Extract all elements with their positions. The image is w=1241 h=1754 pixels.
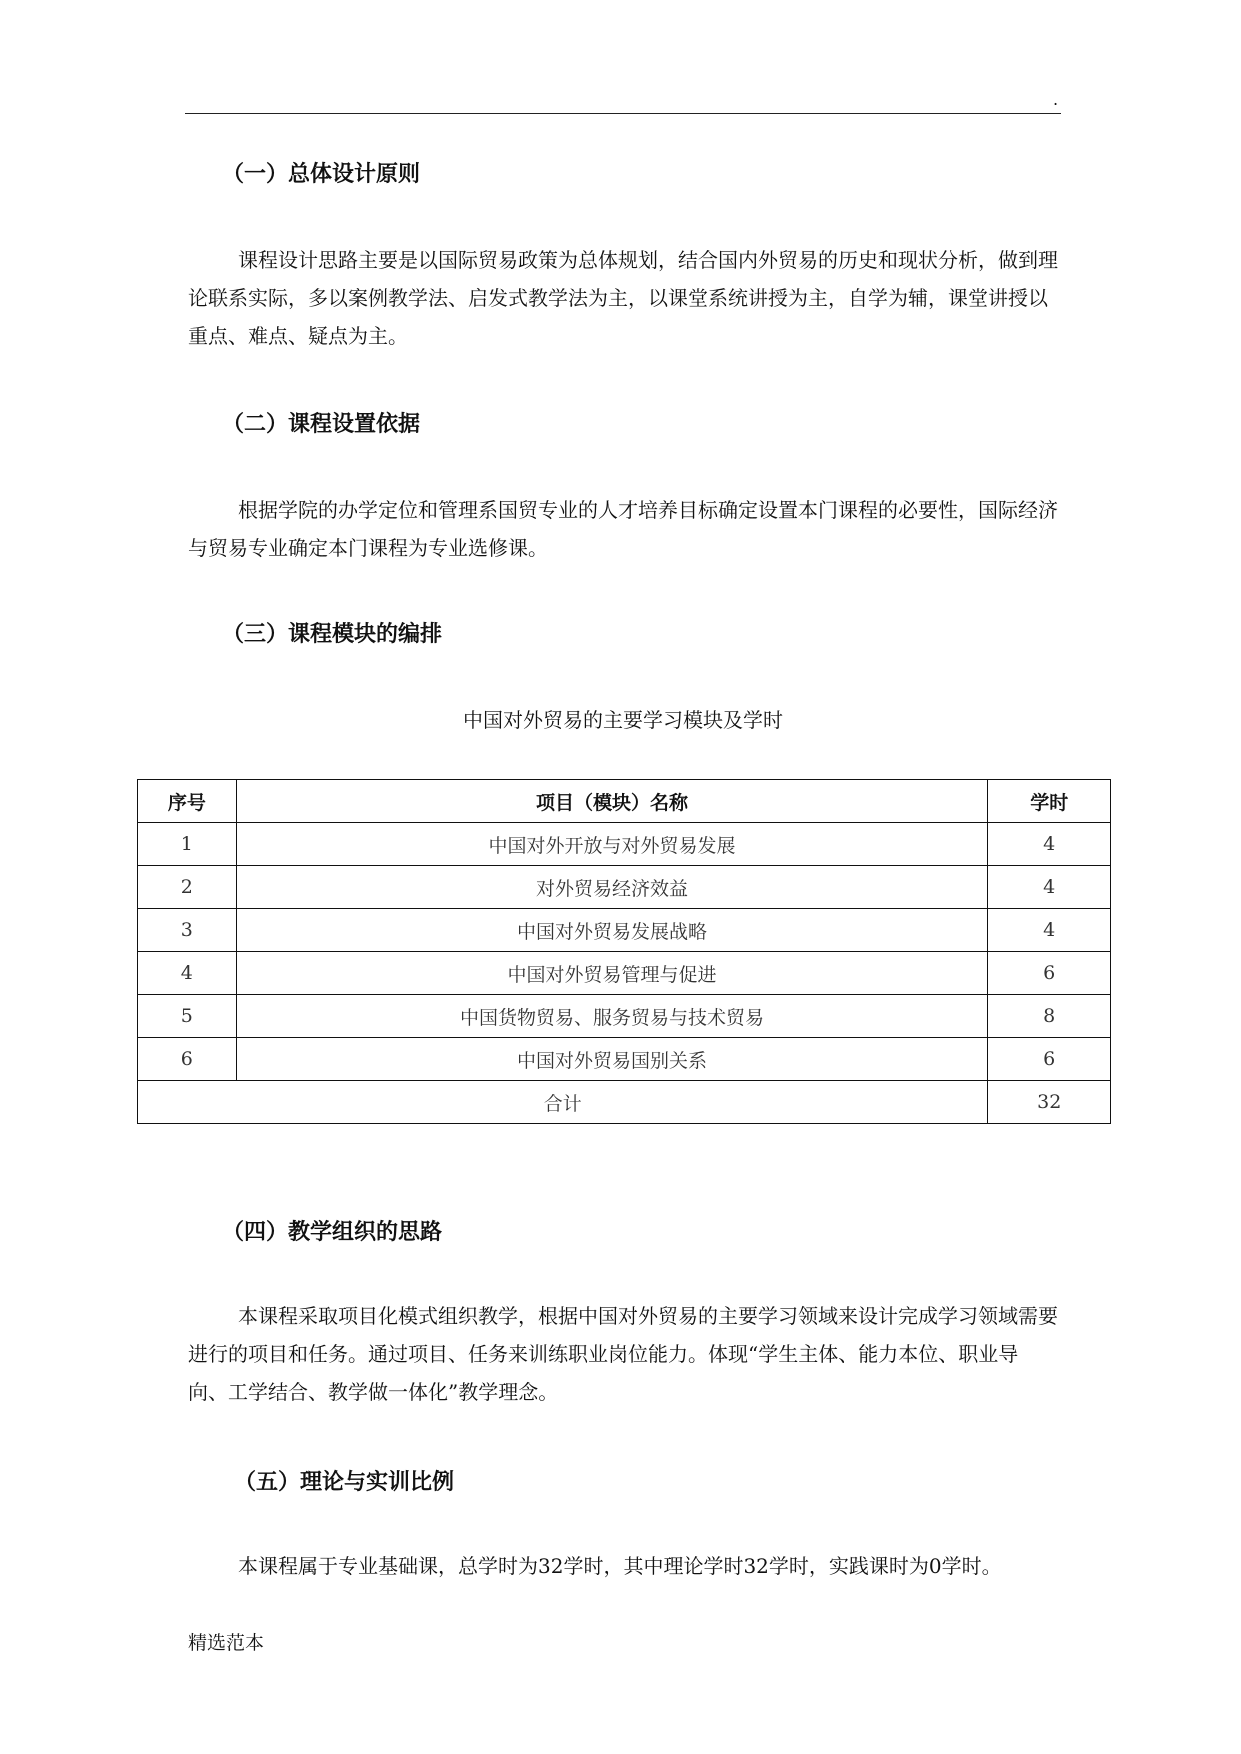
table-caption: 中国对外贸易的主要学习模块及学时 [463,708,783,732]
section-1-heading: （一）总体设计原则 [222,162,421,187]
row-module-name: 中国货物贸易、服务贸易与技术贸易 [236,995,988,1038]
header-hours: 学时 [988,780,1111,823]
row-index: 5 [138,995,237,1038]
table-total-row [138,1081,1111,1124]
table-header-row [138,780,1111,823]
header-mark: . [1053,90,1059,109]
row-index: 2 [138,866,237,909]
table-row [138,823,1111,866]
row-hours: 6 [988,1038,1111,1081]
table-row [138,1038,1111,1081]
row-hours: 8 [988,995,1111,1038]
row-index: 6 [138,1038,237,1081]
section-5-paragraph: 本课程属于专业基础课，总学时为32学时，其中理论学时32学时，实践课时为0学时。 [238,1554,1002,1578]
footer-text: 精选范本 [188,1632,265,1654]
section-3-heading: （三）课程模块的编排 [222,622,443,647]
row-module-name: 中国对外开放与对外贸易发展 [236,823,988,866]
table-row [138,866,1111,909]
total-hours: 32 [988,1081,1111,1124]
section-2-paragraph: 根据学院的办学定位和管理系国贸专业的人才培养目标确定设置本门课程的必要性，国际经济与贸易专业确定本门课程为专业选修课。 [188,498,1058,560]
row-hours: 4 [988,823,1111,866]
section-2-heading: （二）课程设置依据 [222,412,421,437]
table-row [138,952,1111,995]
section-5-heading: （五）理论与实训比例 [234,1470,455,1495]
total-label: 合计 [138,1081,988,1124]
header-index: 序号 [138,780,237,823]
row-hours: 4 [988,866,1111,909]
header-module-name: 项目（模块）名称 [236,780,988,823]
section-4-heading: （四）教学组织的思路 [222,1220,443,1245]
row-hours: 4 [988,909,1111,952]
module-table [137,779,1111,1124]
table-row [138,995,1111,1038]
row-index: 3 [138,909,237,952]
row-index: 1 [138,823,237,866]
row-module-name: 中国对外贸易国别关系 [236,1038,988,1081]
row-index: 4 [138,952,237,995]
section-1-paragraph: 课程设计思路主要是以国际贸易政策为总体规划，结合国内外贸易的历史和现状分析，做到理论联系实际，多以案例教学法、启发式教学法为主，以课堂系统讲授为主，自学为辅，课堂讲授以重点、难点、疑点为主。 [188,248,1058,348]
row-module-name: 中国对外贸易发展战略 [236,909,988,952]
header-rule [185,113,1061,114]
row-module-name: 对外贸易经济效益 [236,866,988,909]
row-module-name: 中国对外贸易管理与促进 [236,952,988,995]
row-hours: 6 [988,952,1111,995]
table-row [138,909,1111,952]
section-4-paragraph: 本课程采取项目化模式组织教学，根据中国对外贸易的主要学习领域来设计完成学习领域需要进行的项目和任务。通过项目、任务来训练职业岗位能力。体现“学生主体、能力本位、职业导向、工学结合、教学做一体化”教学理念。 [188,1304,1058,1404]
